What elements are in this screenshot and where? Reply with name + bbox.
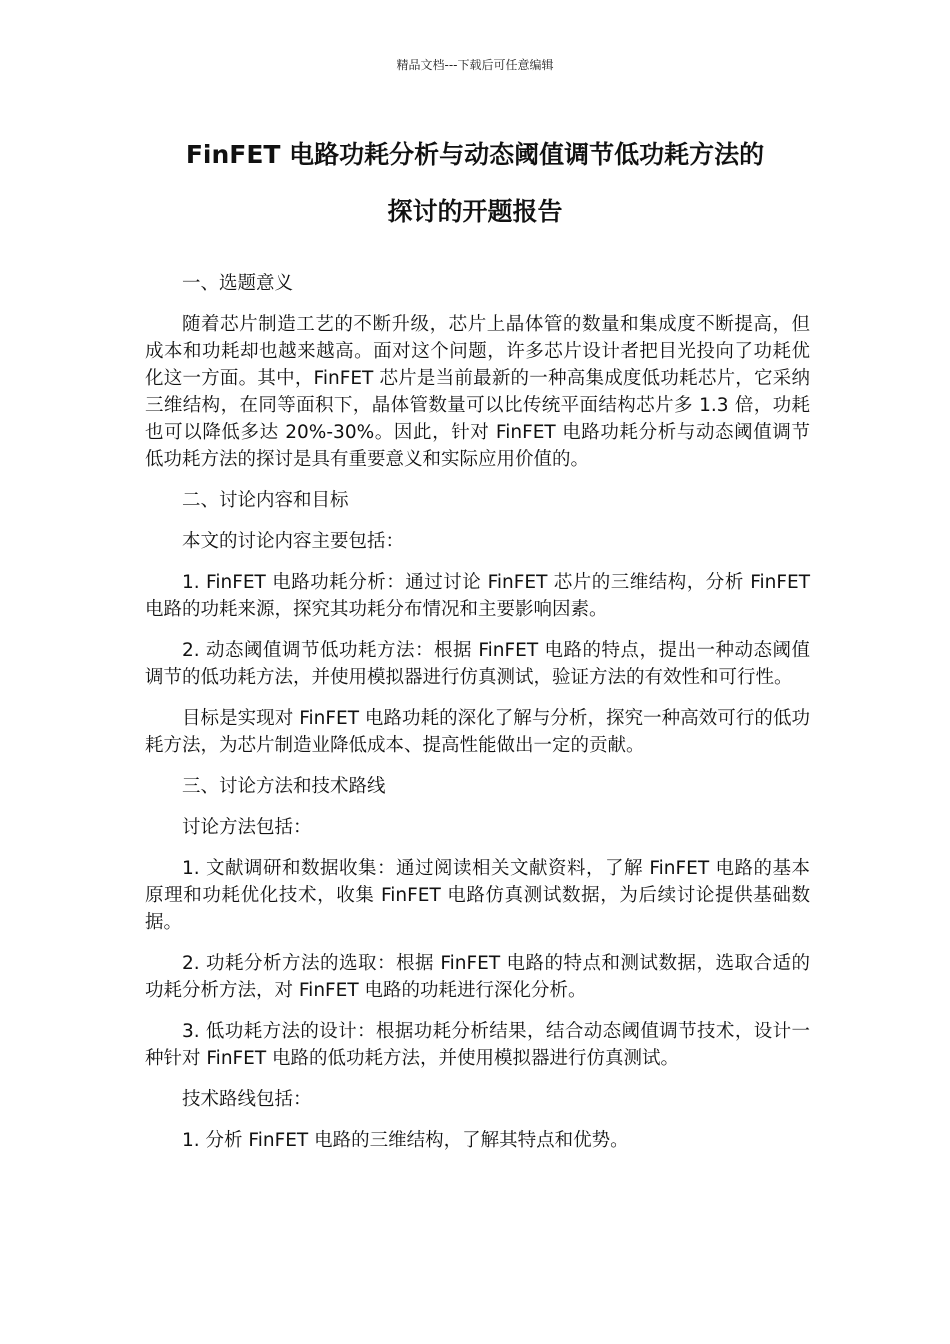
paragraph-significance: 随着芯片制造工艺的不断升级，芯片上晶体管的数量和集成度不断提高，但成本和功耗却也越来越高。面对这个问题，许多芯片设计者把目光投向了功耗优化这一方面。其中，FinFET 芯片是当前最新的一种高集成度低功耗芯片，它采纳三维结构，在同等面积下，晶体管数量可以比传统平面结构芯片多 1.3 倍，功耗也可以降低多达 20%-30%。因此，针对 FinFET 电路功耗分析与动态阈值调节低功耗方法的探讨是具有重要意义和实际应用价值的。 [145, 314, 810, 470]
list-item-method-3: 3. 低功耗方法的设计：根据功耗分析结果，结合动态阈值调节技术，设计一种针对 FinFET 电路的低功耗方法，并使用模拟器进行仿真测试。 [145, 1021, 810, 1069]
section-heading-3: 三、讨论方法和技术路线 [182, 776, 386, 797]
list-item-method-1: 1. 文献调研和数据收集：通过阅读相关文献资料，了解 FinFET 电路的基本原理和功耗优化技术，收集 FinFET 电路仿真测试数据，为后续讨论提供基础数据。 [145, 858, 810, 933]
paragraph-route-intro: 技术路线包括： [182, 1089, 312, 1110]
list-item-content-1: 1. FinFET 电路功耗分析：通过讨论 FinFET 芯片的三维结构，分析 FinFET 电路的功耗来源，探究其功耗分布情况和主要影响因素。 [145, 572, 810, 620]
paragraph-goal: 目标是实现对 FinFET 电路功耗的深化了解与分析，探究一种高效可行的低功耗方法，为芯片制造业降低成本、提高性能做出一定的贡献。 [145, 708, 810, 756]
paragraph-methods-intro: 讨论方法包括： [182, 817, 312, 838]
document-title-line-1: FinFET 电路功耗分析与动态阈值调节低功耗方法的 [185, 140, 765, 169]
list-item-route-1: 1. 分析 FinFET 电路的三维结构，了解其特点和优势。 [182, 1130, 629, 1151]
paragraph-content-intro: 本文的讨论内容主要包括： [182, 531, 405, 552]
document-body [145, 270, 810, 1168]
list-item-content-2: 2. 动态阈值调节低功耗方法：根据 FinFET 电路的特点，提出一种动态阈值调节的低功耗方法，并使用模拟器进行仿真测试，验证方法的有效性和可行性。 [145, 640, 810, 688]
section-heading-1: 一、选题意义 [182, 273, 294, 294]
list-item-method-2: 2. 功耗分析方法的选取：根据 FinFET 电路的特点和测试数据，选取合适的功耗分析方法，对 FinFET 电路的功耗进行深化分析。 [145, 953, 810, 1001]
document-title-line-2: 探讨的开题报告 [387, 197, 563, 226]
header-note: 精品文档---下载后可任意编辑 [396, 58, 554, 72]
section-heading-2: 二、讨论内容和目标 [182, 490, 349, 511]
